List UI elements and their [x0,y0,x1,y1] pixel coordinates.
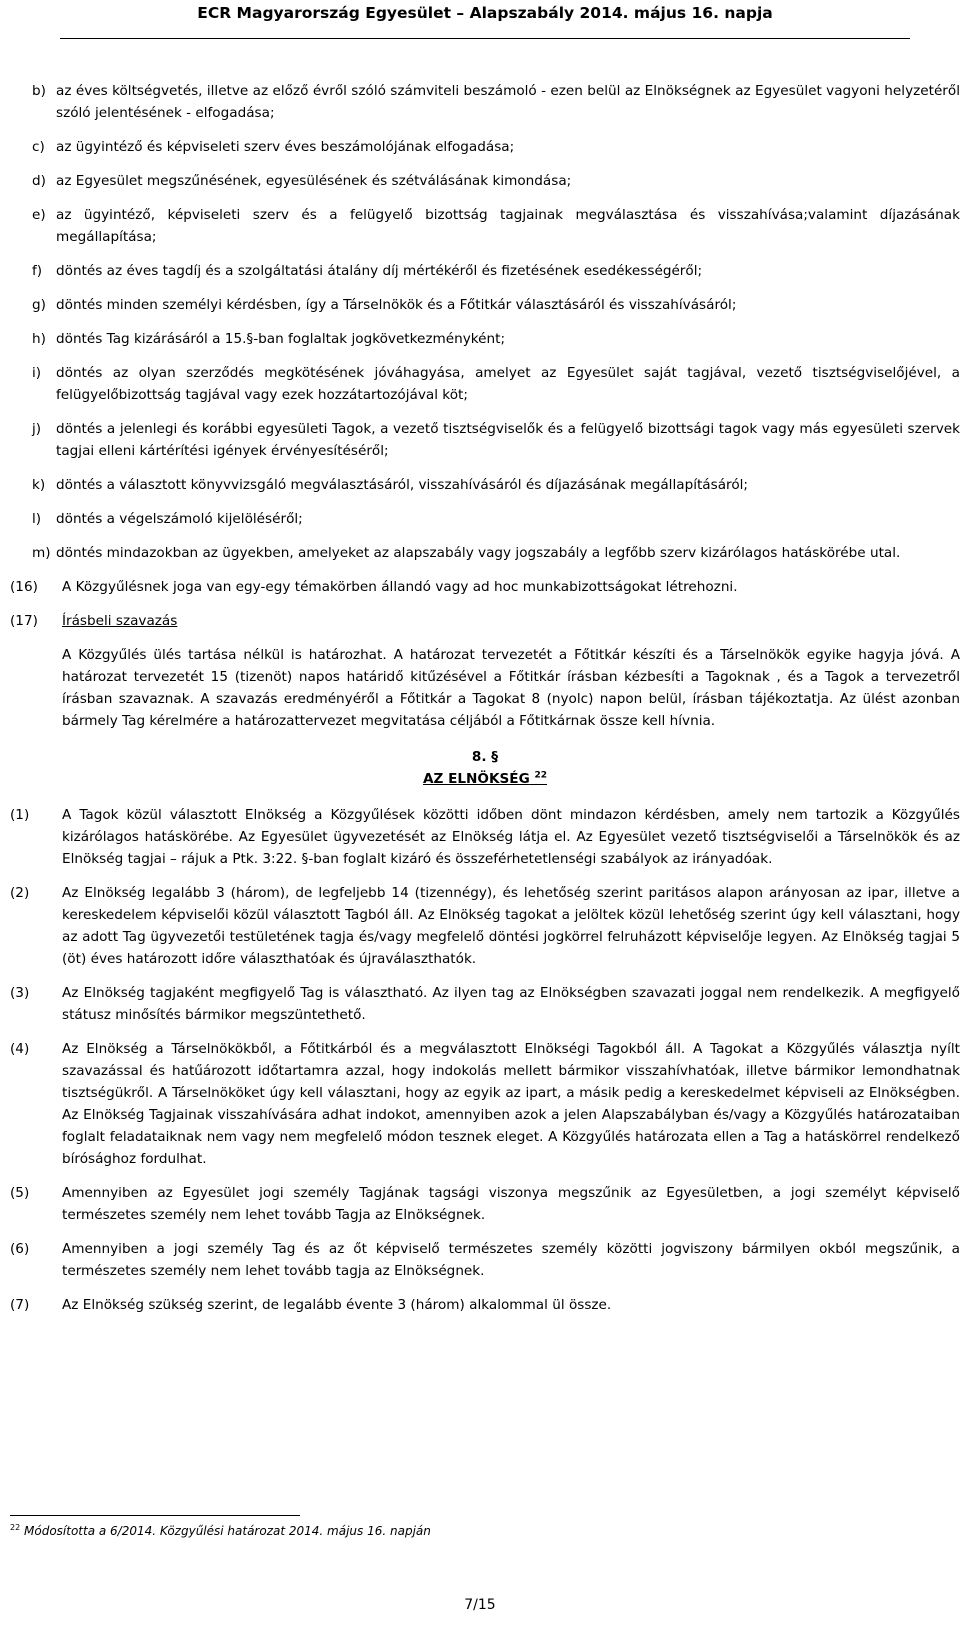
footnote [10,1520,431,1539]
paragraph-label: (3) [10,985,30,1001]
list-item-label: e) [32,207,46,223]
list-item [32,80,960,124]
paragraph-label: (1) [10,807,30,823]
paragraph-text: Az Elnökség szükség szerint, de legalább évente 3 (három) alkalommal ül össze. [62,1297,612,1313]
paragraph [10,1294,960,1316]
document-body [10,80,960,1328]
paragraph-text: Amennyiben a jogi személy Tag és az őt képviselő természetes személy közötti jogviszony bármilyen okból megszűnik, a természetes személy nem lehet tovább tagja az Elnökségnek. [62,1241,960,1279]
footnote-number: 22 [10,1523,21,1532]
list-item-label: i) [32,365,42,381]
list-item-label: j) [32,421,42,437]
paragraph [10,1038,960,1170]
list-item [32,542,960,564]
paragraph-16 [10,576,960,598]
section-title-text: AZ ELNÖKSÉG [422,771,530,787]
paragraph-label: (7) [10,1297,30,1313]
paragraph-label: (5) [10,1185,30,1201]
list-item-label: h) [32,331,46,347]
list-item [32,136,960,158]
footnote-text: Módosította a 6/2014. Közgyűlési határozat 2014. május 16. napján [24,1524,431,1538]
list-item [32,204,960,248]
list-item-text: az Egyesület megszűnésének, egyesülésének és szétválásának kimondása; [56,173,572,189]
list-item-label: m) [32,545,51,561]
list-item [32,362,960,406]
paragraph-label: (4) [10,1041,30,1057]
list-item [32,418,960,462]
list-item-text: döntés az olyan szerződés megkötésének jóváhagyása, amelyet az Egyesület saját tagjával, vezető tisztségviselőjével, a felügyelőbizottság tagjával vagy ezek hozzátartozójával köt; [56,365,960,403]
paragraph-label: (2) [10,885,30,901]
list-item [32,260,960,282]
list-item [32,328,960,350]
paragraph-text: A Közgyűlés ülés tartása nélkül is határozhat. A határozat tervezetét a Főtitkár készíti és a Társelnökök egyike hagyja jóvá. A határozat tervezetét 15 (tizenöt) napos határidő kitűzésével a Főtitkár írásban kézbesíti a Tagoknak , és a Tagok a tervezetről írásban szavaznak. A szavazás eredményéről a Főtitkár a Tagokat 8 (nyolc) napon belül, írásban tájékoztatja. Az ülést azonban bármely Tag kérelmére a határozattervezet megvitatása céljából a Főtitkárnak össze kell hívnia. [62,647,960,729]
list-item [32,170,960,192]
paragraph-text: Az Elnökség legalább 3 (három), de legfeljebb 14 (tizennégy), és lehetőség szerint paritásos alapon arányosan az ipar, illetve a kereskedelem képviselői közül választott Tagból áll. Az Elnökség tagokat a jelöltek közül lehetőség szerint úgy kell választani, hogy az adott Tag ügyvezetői testületének tagja és/vagy megfelelő döntési jogkörrel felruházott képviselője legyen. Az Elnökség tagjai 5 (öt) éves határozott időre választhatóak és újraválaszthatók. [62,885,960,967]
paragraph [10,1182,960,1226]
paragraph-label: (6) [10,1241,30,1257]
paragraph-text: Az Elnökség tagjaként megfigyelő Tag is választható. Az ilyen tag az Elnökségben szavazati joggal nem rendelkezik. A megfigyelő státusz minősítés bármikor megszüntethető. [62,985,960,1023]
paragraph [10,1238,960,1282]
list-item-label: f) [32,263,43,279]
header-rule [60,38,910,39]
paragraph-text: Az Elnökség a Társelnökökből, a Főtitkárból és a megválasztott Elnökségi Tagokból áll. A Tagokat a Közgyűlés választja nyílt szavazással és hatűározott időtartamra azzal, hogy indokolás mellett bármikor visszahívhatóak, illetve bármikor lemondhatnak tisztségükről. A Társelnököket úgy kell választani, hogy az egyik az ipart, a másik pedig a kereskedelmet képviseli az Elnökségben. Az Elnökség Tagjainak visszahívására adhat indokot, amennyiben azok a jelen Alapszabályban és/vagy a Közgyűlés határozataiban foglalt feladataiknak nem vagy nem megfelelő módon tesznek eleget. A Közgyűlés határozata ellen a Tag a hatáskörrel rendelkező bírósághoz fordulhat. [62,1041,960,1167]
paragraph-17 [10,610,960,632]
paragraph-text: A Tagok közül választott Elnökség a Közgyűlések közötti időben dönt mindazon kérdésben, amely nem tartozik a Közgyűlés kizárólagos hatáskörébe. Az Egyesület ügyvezetését az Elnökség látja el. Az Egyesület vezető tisztségviselői a Társelnökök és az Elnökség tagjai – rájuk a Ptk. 3:22. §-ban foglalt kizáró és összeférhetetlenségi szabályok az irányadóak. [62,807,960,867]
list-item-label: l) [32,511,42,527]
section-number: 8. § [471,749,499,765]
paragraph-text: Amennyiben az Egyesület jogi személy Tagjának tagsági viszonya megszűnik az Egyesületben, a jogi személyt képviselő természetes személy nem lehet tovább Tagja az Elnökségnek. [62,1185,960,1223]
paragraph-label: (16) [10,579,38,595]
paragraph [10,804,960,870]
section-title [10,768,960,790]
list-item [32,474,960,496]
list-item-text: döntés a választott könyvvizsgáló megválasztásáról, visszahívásáról és díjazásának megállapításáról; [56,477,749,493]
paragraph-subtitle: Írásbeli szavazás [62,613,178,629]
list-item-text: döntés minden személyi kérdésben, így a Társelnökök és a Főtitkár választásáról és visszahívásáról; [56,297,737,313]
list-item [32,294,960,316]
list-item-label: b) [32,83,46,99]
running-header: ECR Magyarország Egyesület – Alapszabály 2014. május 16. napja [197,4,773,22]
paragraph-label: (17) [10,613,38,629]
list-item-text: az ügyintéző és képviseleti szerv éves beszámolójának elfogadása; [56,139,515,155]
paragraph [10,982,960,1026]
list-item-label: c) [32,139,45,155]
list-item-label: d) [32,173,46,189]
list-item-text: döntés az éves tagdíj és a szolgáltatási átalány díj mértékéről és fizetésének esedékességéről; [56,263,703,279]
list-item-text: döntés a végelszámoló kijelöléséről; [56,511,303,527]
paragraph [10,882,960,970]
list-item-text: döntés Tag kizárásáról a 15.§-ban foglaltak jogkövetkezményként; [56,331,506,347]
list-item-text: az ügyintéző, képviseleti szerv és a felügyelő bizottság tagjainak megválasztása és visszahívása;valamint díjazásának megállapítása; [56,207,960,245]
page-number: 7/15 [464,1597,496,1613]
paragraph-text: A Közgyűlésnek joga van egy-egy témakörben állandó vagy ad hoc munkabizottságokat létrehozni. [62,579,738,595]
list-item-label: g) [32,297,46,313]
list-item-text: döntés a jelenlegi és korábbi egyesületi Tagok, a vezető tisztségviselők és a felügyelő bizottsági tagok vagy más egyesületi szervek tagjai elleni kártérítési igények érvényesítéséről; [56,421,960,459]
list-item-label: k) [32,477,46,493]
list-item-text: az éves költségvetés, illetve az előző évről szóló számviteli beszámoló - ezen belül az Elnökségnek az Egyesület vagyoni helyzetéről szóló jelentésének - elfogadása; [56,83,960,121]
list-item [32,508,960,530]
footnote-ref: 22 [534,770,548,781]
list-item-text: döntés mindazokban az ügyekben, amelyeket az alapszabály vagy jogszabály a legfőbb szerv kizárólagos hatáskörébe utal. [56,545,901,561]
footnote-rule [10,1515,300,1516]
